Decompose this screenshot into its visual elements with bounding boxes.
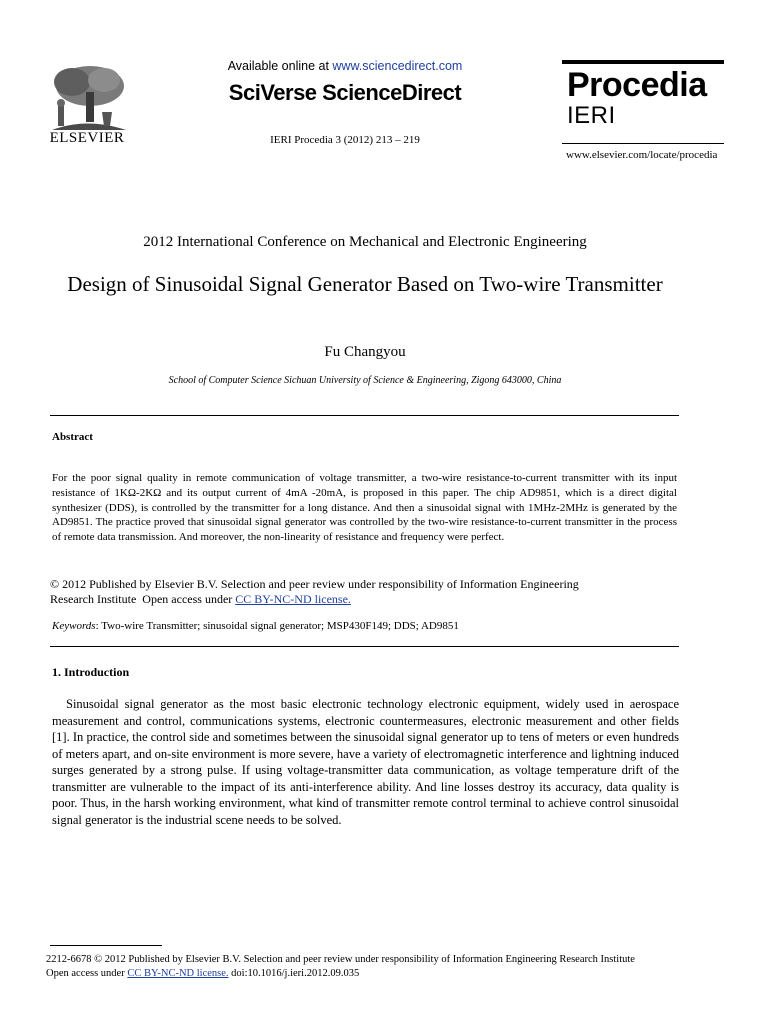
elsevier-wordmark: ELSEVIER (49, 130, 125, 146)
keywords-label: Keywords (52, 620, 96, 632)
paper-title: Design of Sinusoidal Signal Generator Based on Two-wire Transmitter (67, 272, 663, 296)
abstract-heading: Abstract (52, 431, 93, 443)
copyright-notice (50, 577, 670, 607)
footer-line-2 (46, 967, 726, 981)
doi[interactable]: doi:10.1016/j.ieri.2012.09.035 (228, 968, 360, 979)
footer-license-link[interactable]: CC BY-NC-ND license. (127, 968, 229, 979)
author-affiliation: School of Computer Science Sichuan University of Science & Engineering, Zigong 643000, China (168, 375, 562, 386)
footer-notice (46, 953, 726, 981)
keywords-list: Two-wire Transmitter; sinusoidal signal generator; MSP430F149; DDS; AD9851 (101, 620, 459, 632)
footer-divider (50, 945, 162, 946)
keywords-line (52, 620, 677, 632)
procedia-logo-subtitle: IERI (567, 102, 616, 129)
sciencedirect-link[interactable]: www.sciencedirect.com (332, 59, 463, 73)
abstract-body: For the poor signal quality in remote communication of voltage transmitter, a two-wire resistance-to-current transmitter with its input resistance of 1KΩ-2KΩ and its output current of 4mA -20mA, is proposed in this paper. The chip AD9851, which is a direct digital synthesizer (DDS), is controlled by the transmitter for a long distance. And then a sinusoidal signal with 1MHz-2MHz is generated by the AD9851. The practice proved that sinusoidal signal generator was controlled by the two-wire resistance-to-current transmitter in the process of remote data transmission. And moreover, the non-linearity of resistance and frequency were perfect. (52, 472, 677, 544)
journal-citation: IERI Procedia 3 (2012) 213 – 219 (270, 134, 420, 146)
sciverse-sciencedirect-logo: SciVerse ScienceDirect (228, 80, 462, 105)
introduction-body: Sinusoidal signal generator as the most basic electronic technology electronic equipment, widely used in aerospace measurement and control, communications systems, electronic countermeasures, electronic measurement and other fields [1]. In practice, the control side and sometimes between the sinusoidal signal generator up to tens of meters or even hundreds of meters apart, and on-site environment is more severe, have a variety of electromagnetic interference and lightning induced surges generated by a strong pulse. If using voltage-transmitter data communication, as voltage temperature drift of the transmitter are vulnerable to the impact of its anti-interference ability. And line losses destroy its accuracy, data quality is poor. Thus, in the harsh working environment, what kind of transmitter remote control terminal to achieve control sinusoidal signal generator is the industrial scene needs to be solved. (52, 697, 679, 827)
keywords-divider (50, 646, 679, 647)
license-link[interactable]: CC BY-NC-ND license. (235, 592, 351, 606)
available-prefix: Available online at (227, 59, 333, 73)
procedia-logo-title: Procedia (567, 66, 707, 104)
copyright-line-2-prefix: Research Institute Open access under (50, 592, 236, 606)
author-name: Fu Changyou (324, 344, 406, 360)
introduction-heading: 1. Introduction (52, 665, 130, 679)
copyright-line-1: © 2012 Published by Elsevier B.V. Selection and peer review under responsibility of Information Engineering (50, 577, 579, 591)
footer-line-1: 2212-6678 © 2012 Published by Elsevier B.V. Selection and peer review under responsibility of Information Engineering Research Institute (46, 954, 635, 965)
footer-line-2-prefix: Open access under (46, 968, 128, 979)
journal-url[interactable]: www.elsevier.com/locate/procedia (566, 149, 718, 161)
copyright-line-2 (50, 592, 670, 607)
top-divider (50, 415, 679, 416)
keywords-separator: : (95, 620, 102, 632)
conference-name: 2012 International Conference on Mechanical and Electronic Engineering (143, 234, 587, 250)
available-online-line (150, 59, 540, 73)
